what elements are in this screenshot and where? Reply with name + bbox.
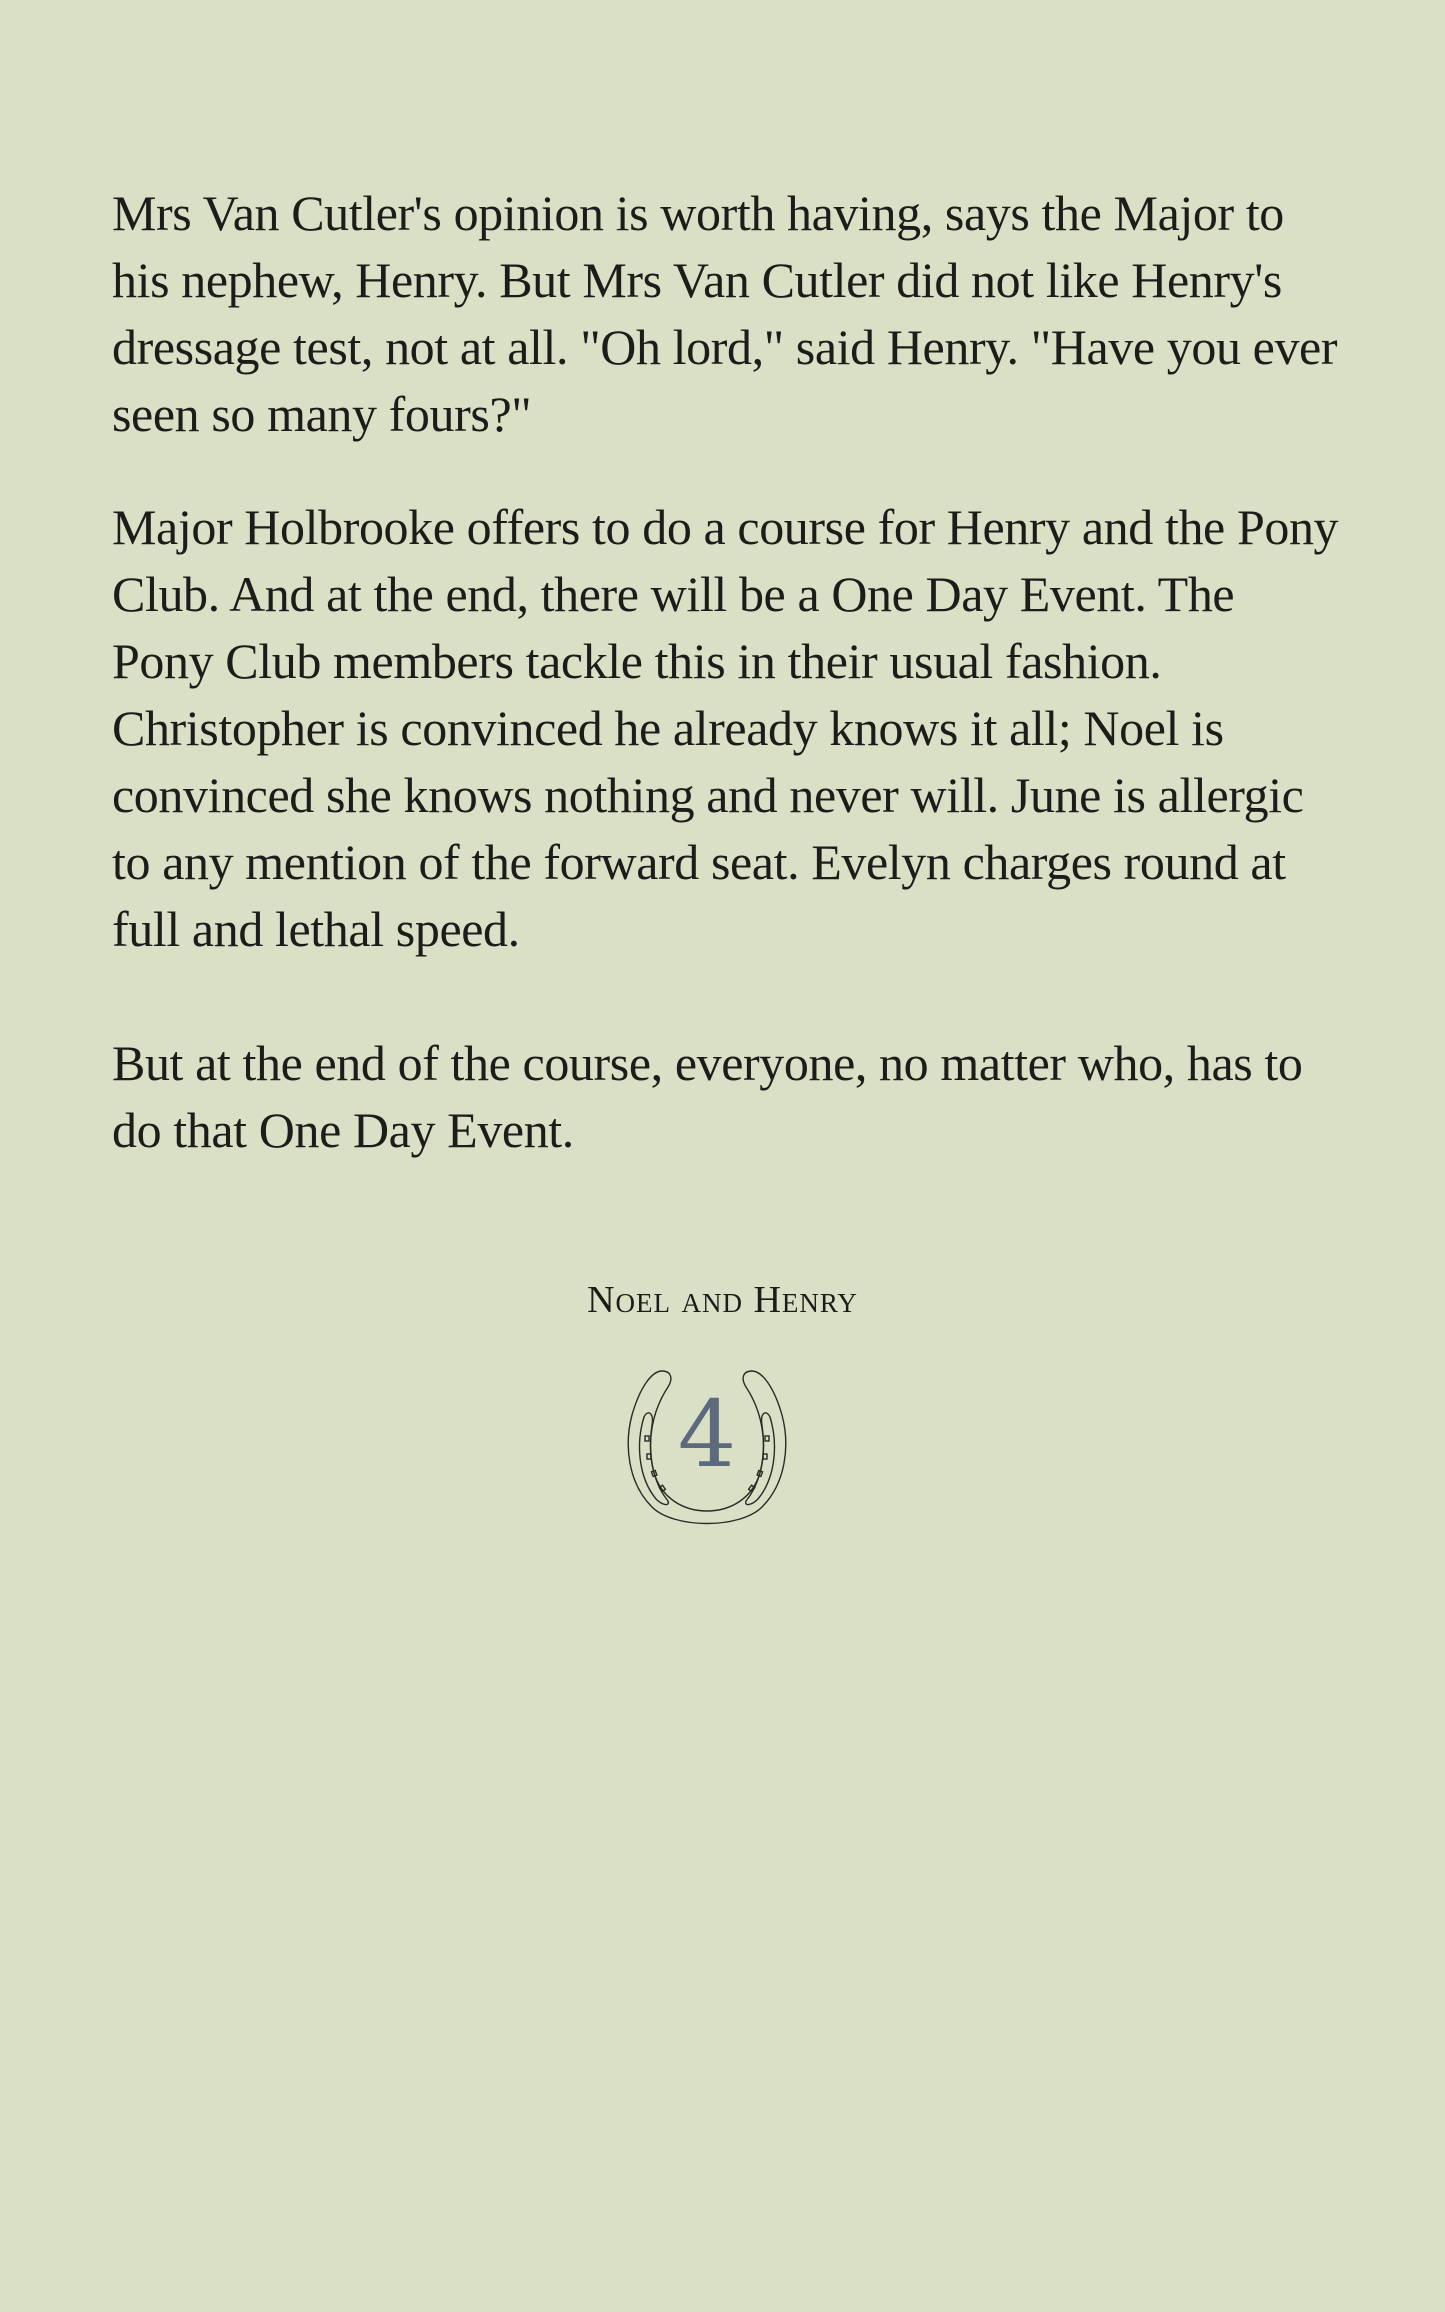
- blurb-paragraph-1: Mrs Van Cutler's opinion is worth having, says the Major to his nephew, Henry. But Mrs Van Cutler did not like Henry's dressage test, not at all. "Oh lord," said Henry. "Have you ever seen so many fours?": [112, 185, 1338, 442]
- volume-number: 4: [677, 1381, 737, 1488]
- back-cover-blurb: [112, 180, 1342, 1164]
- blurb-paragraph-2: Major Holbrooke offers to do a course for Henry and the Pony Club. And at the end, there will be a One Day Event. The Pony Club members tackle this in their usual fashion. Christopher is convinced he already knows it all; Noel is convinced she knows nothing and never will. June is allergic to any mention of the forward seat. Evelyn charges round at full and lethal speed.: [112, 499, 1339, 957]
- series-title: Noel and Henry: [587, 1279, 858, 1321]
- volume-badge: [622, 1365, 792, 1535]
- blurb-paragraph-3: But at the end of the course, everyone, no matter who, has to do that One Day Event.: [112, 1035, 1303, 1158]
